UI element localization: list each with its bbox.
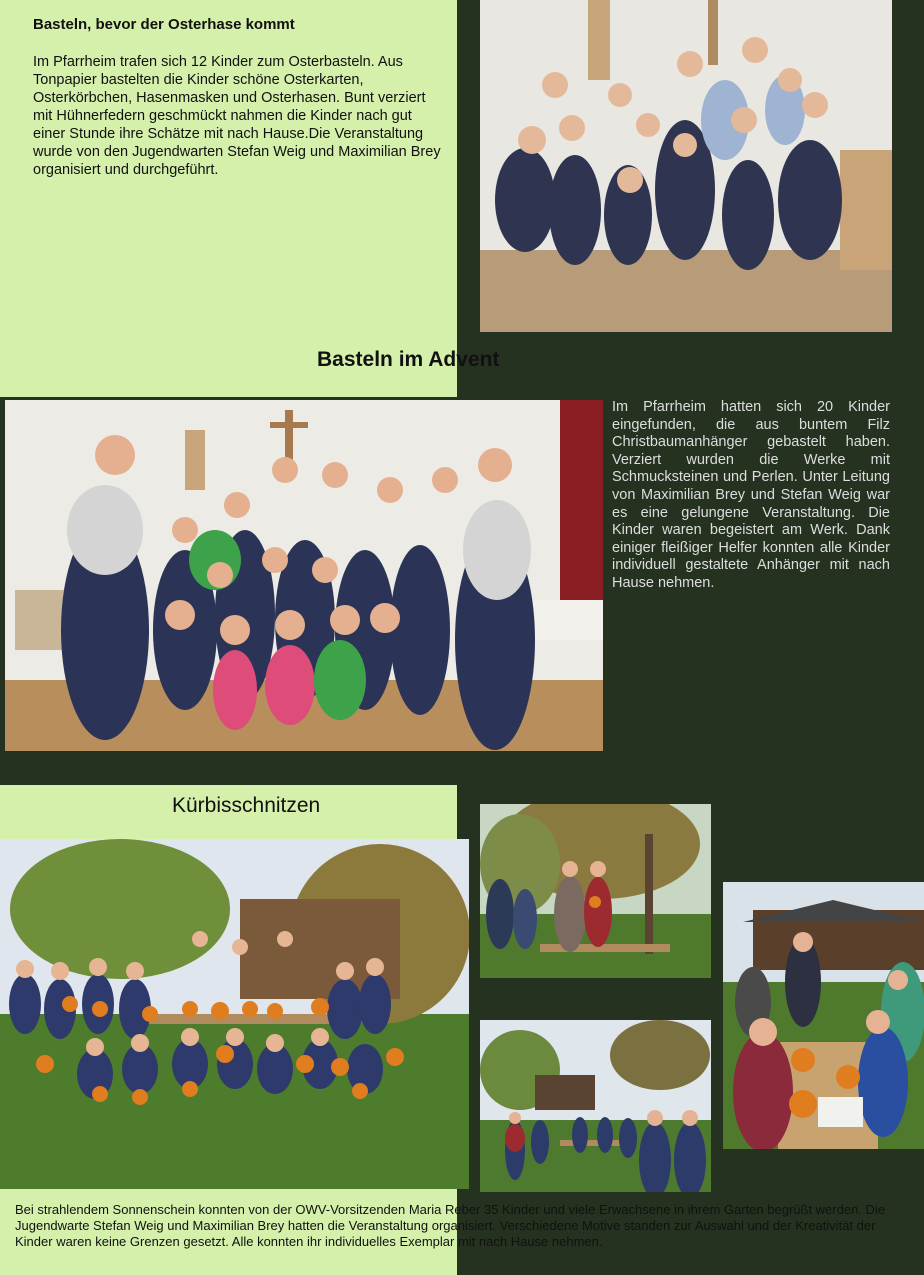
- advent-title: Basteln im Advent: [317, 348, 500, 371]
- advent-group-photo: [5, 400, 603, 751]
- pumpkin-title: Kürbisschnitzen: [172, 794, 321, 817]
- pumpkin-garden-photo-2: [480, 1020, 711, 1192]
- easter-title: Basteln, bevor der Osterhase kommt: [33, 16, 295, 33]
- easter-group-photo: [480, 0, 892, 332]
- advent-body: Im Pfarrheim hatten sich 20 Kinder eingefunden, die aus buntem Filz Christbaumanhänger gebastelt haben. Verziert wurden die Werke mit Schmucksteinen und Perlen. Unter Leitung von Maximilian Brey und Stefan Weig war es eine gelungene Veranstaltung. Die Kinder waren begeistert am Werk. Dank einiger fleißiger Helfer konnten alle Kinder individuell gestaltete Anhänger mit nach Hause nehmen.: [612, 399, 890, 591]
- pumpkin-garden-photo-1: [480, 804, 711, 978]
- pumpkin-group-photo: [0, 839, 469, 1189]
- pumpkin-body: Bei strahlendem Sonnenschein konnten von der OWV-Vorsitzenden Maria Reber 35 Kinder und viele Erwachsene in ihrem Garten begrüßt werden. Die Jugendwarte Stefan Weig und Maximilian Brey hatten die Veranstaltung organisiert. Verschiedene Motive standen zur Auswahl und der Kreativität der Kinder waren keine Grenzen gesetzt. Alle konnten ihr individuelles Exemplar mit nach Hause nehmen.: [15, 1202, 886, 1249]
- easter-body: Im Pfarrheim trafen sich 12 Kinder zum Osterbasteln. Aus Tonpapier bastelten die Kinder schöne Osterkarten, Osterkörbchen, Hasenmasken und Osterhasen. Bunt verziert mit Hühnerfedern geschmückt nahmen die Kinder nach gut einer Stunde ihre Schätze mit nach Hause.Die Veranstaltung wurde von den Jugendwarten Stefan Weig und Maximilian Brey organisiert und durchgeführt.: [33, 54, 441, 178]
- pumpkin-carving-photo: [723, 882, 924, 1149]
